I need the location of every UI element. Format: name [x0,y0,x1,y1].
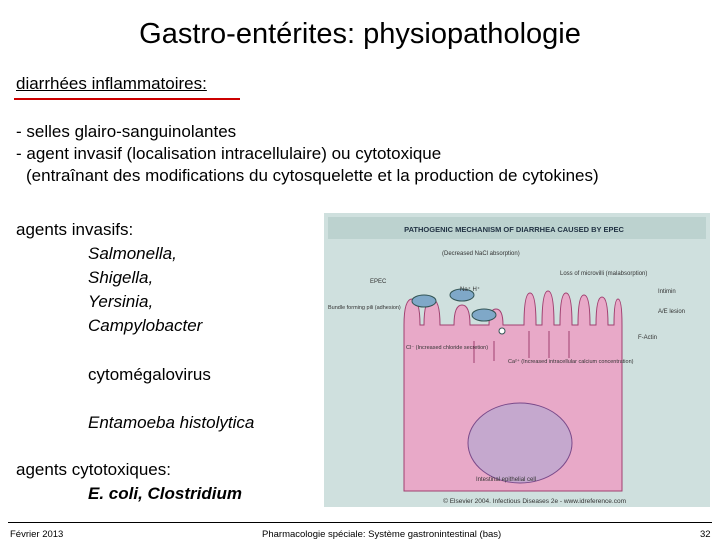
footer-date: Février 2013 [10,529,64,540]
ion-marker [499,328,505,334]
epec-diagram [324,213,710,507]
slide-title: Gastro-entérites: physiopathologie [139,18,581,50]
label-loss-microvilli: Loss of microvilli (malabsorption) [560,271,648,277]
bullet-item: - agent invasif (localisation intracellulaire) ou cytotoxique [16,144,442,163]
label-nah: Na⁺ H⁺ [460,287,481,293]
bullet-item: (entraînant des modifications du cytosquelette et la production de cytokines) [26,166,599,185]
bullet-list [16,121,599,187]
invasive-agent: Shigella, [88,268,154,287]
footer-divider [8,522,712,523]
figure-title: PATHOGENIC MECHANISM OF DIARRHEA CAUSED BY EPEC [404,225,624,234]
label-bundle-pili: Bundle forming pili (adhesion) [328,305,401,311]
cell-nucleus [468,403,572,483]
epec-bacterium [412,295,436,307]
page-number: 32 [700,529,711,540]
label-calcium: Ca²⁺ (Increased intracellular calcium concentration) [508,359,634,365]
epec-bacterium [472,309,496,321]
label-epithelial-cell: Intestinal epithelial cell [476,477,537,483]
section-heading: diarrhées inflammatoires: [16,74,207,93]
invasive-agent: Salmonella, [88,244,177,263]
cytotoxic-agents: E. coli, Clostridium [88,484,242,503]
footer-course: Pharmacologie spéciale: Système gastronintestinal (bas) [262,529,502,540]
virus-label: cytomégalovirus [88,365,211,384]
invasive-heading: agents invasifs: [16,220,134,239]
label-intimin: Intimin [658,289,676,295]
cytotoxic-heading: agents cytotoxiques: [16,460,171,479]
label-chloride: Cl⁻ (Increased chloride secretion) [406,345,489,351]
invasive-agent: Campylobacter [88,316,203,335]
label-factin: F-Actin [638,335,658,341]
epec-figure [324,213,710,507]
bullet-item: - selles glairo-sanguinolantes [16,122,237,141]
figure-copyright: © Elsevier 2004. Infectious Diseases 2e - www.idreference.com [443,498,626,505]
invasive-agent: Yersinia, [88,292,154,311]
parasite-label: Entamoeba histolytica [88,413,255,432]
label-nacl: (Decreased NaCl absorption) [442,251,520,257]
label-ae-lesion: A/E lesion [658,309,686,315]
label-epec: EPEC [370,279,387,285]
